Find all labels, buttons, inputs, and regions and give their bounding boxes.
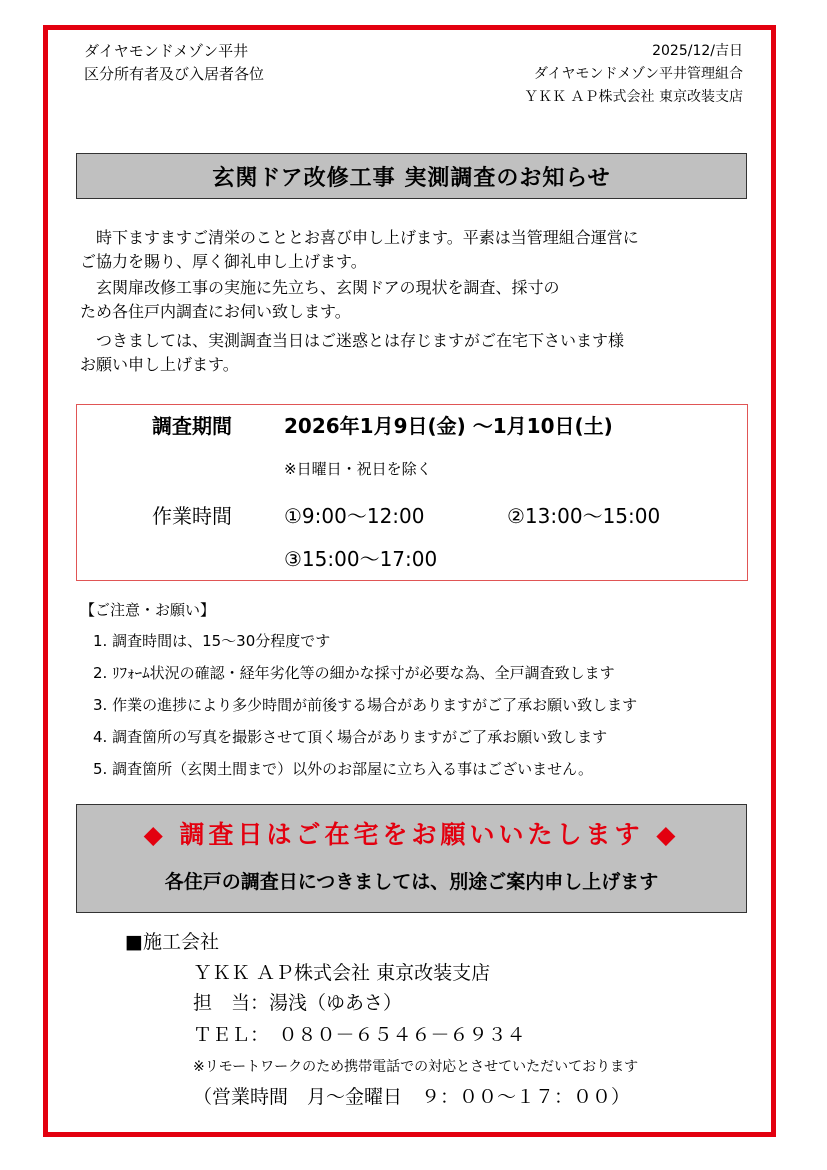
- note-item: 1. 調査時間は、15～30分程度です: [93, 632, 331, 650]
- body-p3-line2: お願い申し上げます。: [80, 355, 239, 374]
- body-p2-line2: ため各住戸内調査にお伺い致します。: [80, 302, 351, 321]
- body-p1-line1: 時下ますますご清栄のこととお喜び申し上げます。平素は当管理組合運営に: [80, 228, 639, 247]
- contractor-phone: ＴＥＬ： ０８０－６５４６－６９３４: [193, 1024, 526, 1046]
- business-hours: （営業時間 月～金曜日 ９：００～１７：００）: [193, 1086, 631, 1108]
- exclusion-note: ※日曜日・祝日を除く: [284, 460, 432, 478]
- note-item: 4. 調査箇所の写真を撮影させて頂く場合がありますがご了承お願い致します: [93, 728, 608, 746]
- sender-association: ダイヤモンドメゾン平井管理組合: [533, 66, 743, 82]
- hours-label: 作業時間: [152, 504, 232, 528]
- recipient-building: ダイヤモンドメゾン平井: [84, 42, 249, 60]
- notes-heading: 【ご注意・お願い】: [80, 601, 216, 619]
- time-slot-3: ③15:00～17:00: [284, 547, 438, 571]
- notes-list: [93, 631, 637, 791]
- banner-subtext: 各住戸の調査日につきましては、別途ご案内申し上げます: [164, 871, 659, 893]
- remote-work-note: ※リモートワークのため携帯電話での対応とさせていただいております: [193, 1059, 639, 1075]
- note-item: 3. 作業の進捗により多少時間が前後する場合がありますがご了承お願い致します: [93, 696, 638, 714]
- body-p2-line1: 玄関扉改修工事の実施に先立ち、玄関ドアの現状を調査、採寸の: [80, 278, 560, 297]
- banner-headline: ◆ 調査日はご在宅をお願いいたします ◆: [143, 820, 680, 849]
- note-item: 5. 調査箇所（玄関土間まで）以外のお部屋に立ち入る事はございません。: [93, 760, 593, 778]
- contractor-person: 担 当：湯浅（ゆあさ）: [193, 992, 403, 1014]
- body-p1-line2: ご協力を賜り、厚く御礼申し上げます。: [80, 252, 367, 271]
- note-item: 2. ﾘﾌｫｰﾑ状況の確認・経年劣化等の細かな採寸が必要な為、全戸調査致します: [93, 664, 615, 682]
- body-p3-line1: つきましては、実測調査当日はご迷惑とは存じますがご在宅下さいます様: [80, 331, 625, 350]
- period-label: 調査期間: [152, 414, 232, 438]
- period-value: 2026年1月9日(金) ～1月10日(土): [284, 414, 613, 438]
- notice-title-box: [76, 153, 747, 199]
- notice-title: 玄関ドア改修工事 実測調査のお知らせ: [212, 165, 611, 191]
- recipient-owners: 区分所有者及び入居者各位: [84, 65, 265, 83]
- time-slot-2: ②13:00～15:00: [507, 504, 661, 528]
- contractor-company: ＹＫＫ ＡＰ株式会社 東京改装支店: [193, 962, 491, 984]
- time-slot-1: ①9:00～12:00: [284, 504, 425, 528]
- contractor-heading: ■施工会社: [125, 931, 219, 953]
- request-banner: [76, 804, 747, 913]
- issue-date: 2025/12/吉日: [652, 43, 743, 59]
- sender-company: ＹＫＫ ＡＰ株式会社 東京改装支店: [524, 89, 743, 105]
